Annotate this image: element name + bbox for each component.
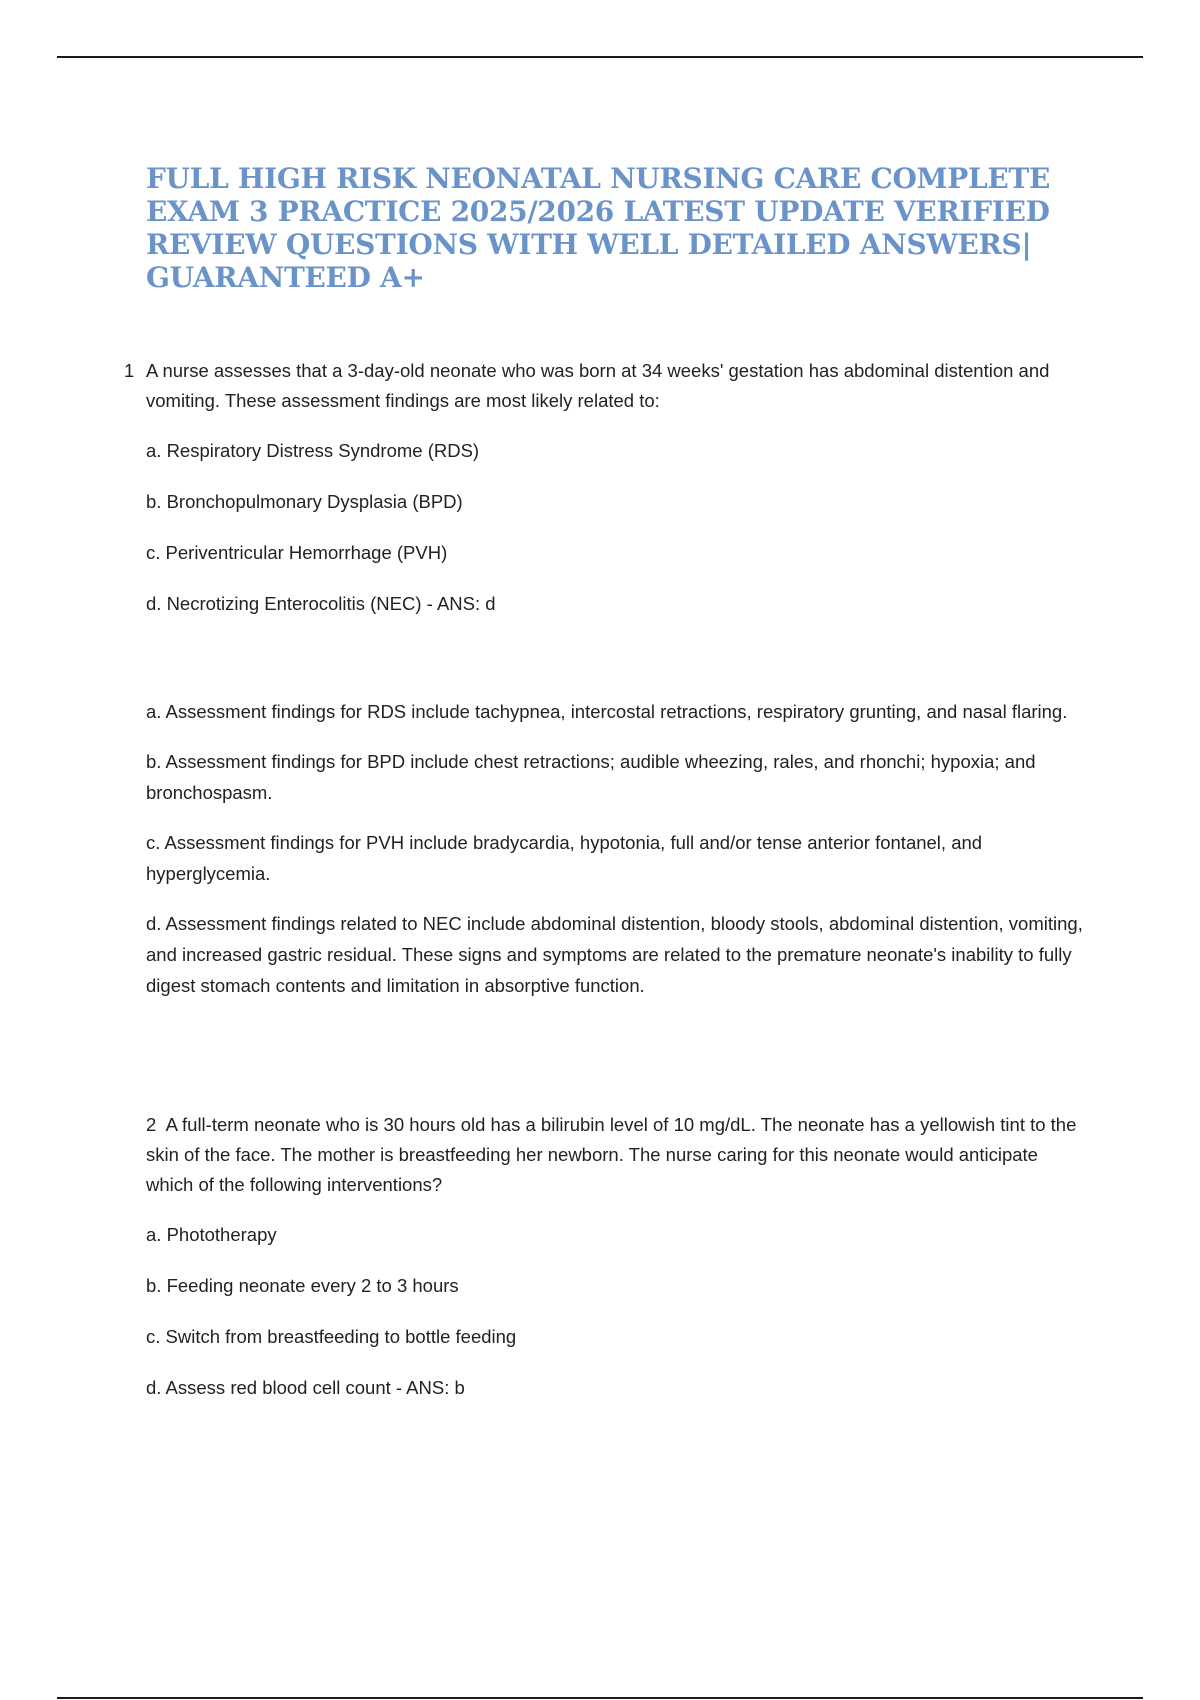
question-stem	[124, 356, 1086, 416]
question-number: 1	[124, 360, 135, 381]
document-title: FULL HIGH RISK NEONATAL NURSING CARE COMPLETE EXAM 3 PRACTICE 2025/2026 LATEST UPDATE VERIFIED REVIEW QUESTIONS WITH WELL DETAILED ANSWERS| GUARANTEED A+	[146, 162, 1050, 294]
option-d: d. Necrotizing Enterocolitis (NEC) - ANS: d	[146, 593, 496, 614]
rationale-c: c. Assessment findings for PVH include bradycardia, hypotonia, full and/or tense anterior fontanel, and hyperglycemia.	[146, 832, 983, 884]
option-d: d. Assess red blood cell count - ANS: b	[146, 1377, 465, 1398]
rationale-a: a. Assessment findings for RDS include tachypnea, intercostal retractions, respiratory grunting, and nasal flaring.	[146, 701, 1068, 722]
footer-rule	[57, 1697, 1143, 1699]
question-stem	[146, 1110, 1086, 1200]
question-2	[146, 1110, 1086, 1424]
question-1-rationales	[146, 696, 1091, 1020]
option-c: c. Periventricular Hemorrhage (PVH)	[146, 542, 448, 563]
option-a: a. Phototherapy	[146, 1224, 277, 1245]
header-rule	[57, 56, 1143, 58]
question-text: A nurse assesses that a 3-day-old neonate who was born at 34 weeks' gestation has abdominal distention and vomiting. These assessment findings are most likely related to:	[146, 360, 1050, 411]
option-b: b. Bronchopulmonary Dysplasia (BPD)	[146, 491, 463, 512]
option-c: c. Switch from breastfeeding to bottle feeding	[146, 1326, 517, 1347]
option-b: b. Feeding neonate every 2 to 3 hours	[146, 1275, 459, 1296]
question-text: A full-term neonate who is 30 hours old has a bilirubin level of 10 mg/dL. The neonate has a yellowish tint to the skin of the face. The mother is breastfeeding her newborn. The nurse caring for this neonate would anticipate which of the following interventions?	[146, 1114, 1077, 1195]
question-number: 2	[146, 1114, 157, 1135]
option-a: a. Respiratory Distress Syndrome (RDS)	[146, 440, 480, 461]
question-1	[124, 356, 1086, 640]
rationale-b: b. Assessment findings for BPD include chest retractions; audible wheezing, rales, and rhonchi; hypoxia; and bronchospasm.	[146, 751, 1036, 803]
rationale-d: d. Assessment findings related to NEC include abdominal distention, bloody stools, abdominal distention, vomiting, and increased gastric residual. These signs and symptoms are related to the premature neonate's inability to fully digest stomach contents and limitation in absorptive function.	[146, 913, 1083, 996]
